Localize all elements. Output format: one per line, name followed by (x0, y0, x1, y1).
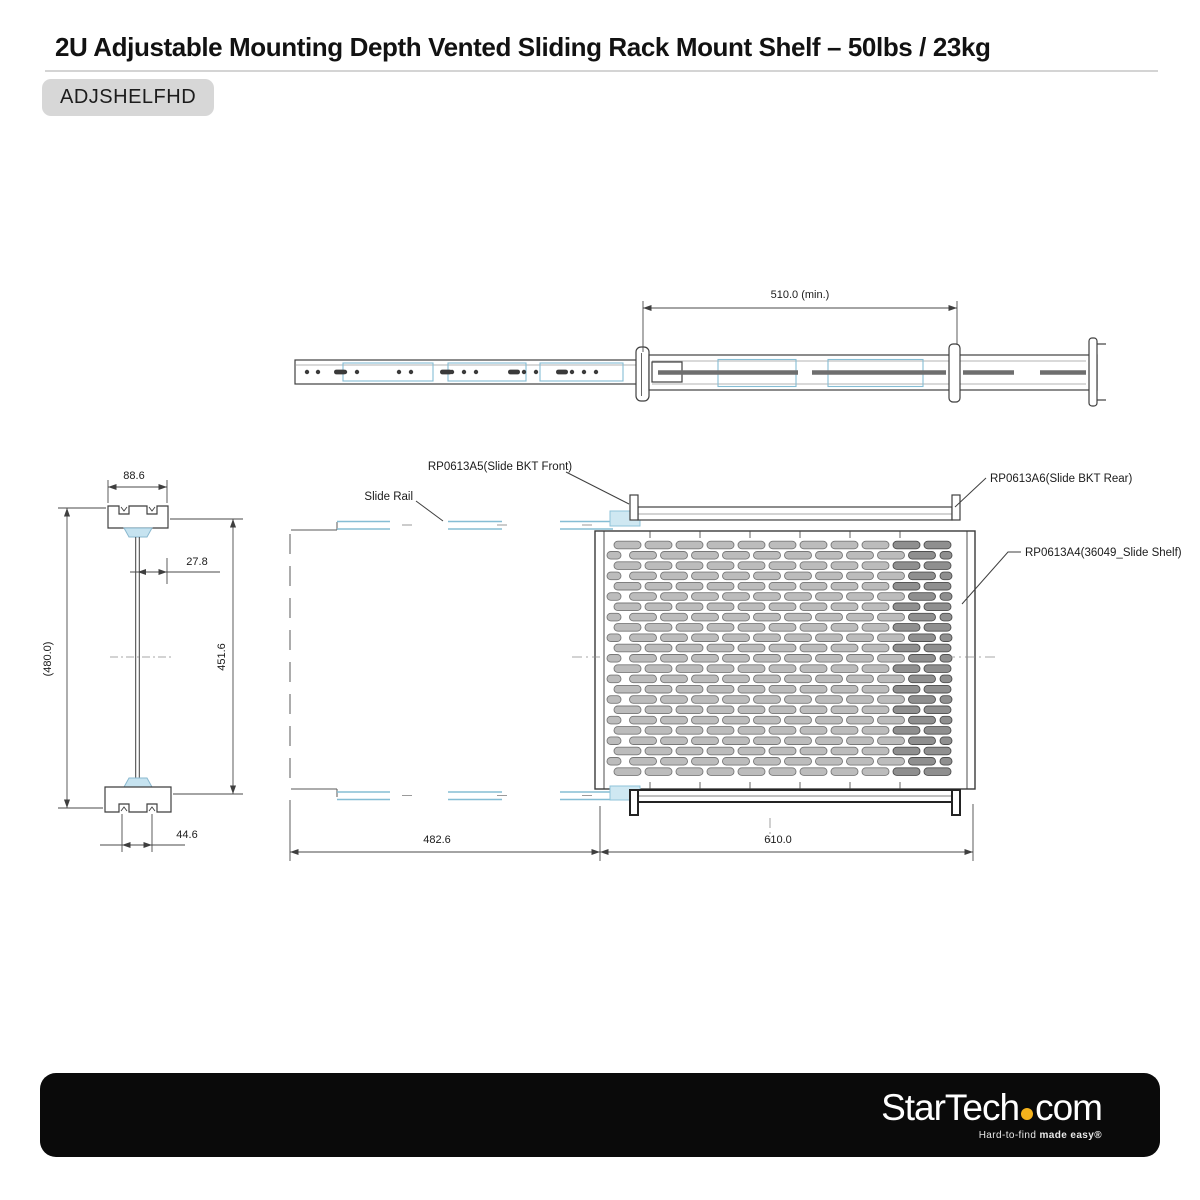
footer-bar (40, 1073, 1160, 1157)
label-slide-rail: Slide Rail (364, 491, 413, 503)
logo-text-prefix: StarTech (881, 1087, 1020, 1128)
dim-rail-length-text: 510.0 (min.) (770, 289, 830, 301)
dim-web-offset (130, 556, 220, 584)
dim-flange-width (108, 470, 167, 503)
bracket-front (610, 495, 960, 526)
label-bracket-rear: RP0613A6(Slide BKT Rear) (990, 473, 1133, 485)
label-shelf: RP0613A4(36049_Slide Shelf) (1025, 547, 1182, 559)
tagline-bold: made easy® (1039, 1130, 1102, 1141)
label-bracket-front: RP0613A5(Slide BKT Front) (427, 461, 573, 473)
cross-bottom-flange (105, 787, 171, 812)
dim-inner-depth-text: 451.6 (216, 643, 228, 671)
rail-front-bracket-flange (636, 347, 649, 401)
startech-logo (881, 1089, 1102, 1126)
logo-text-suffix: com (1035, 1087, 1102, 1128)
cross-top-flange (108, 506, 168, 528)
dim-overall-depth (42, 508, 106, 808)
plan-view-hidden-outline (290, 522, 337, 797)
dim-overall-depth-text: (480.0) (42, 641, 54, 677)
logo-dot-icon (1021, 1108, 1033, 1120)
dim-rail-travel-text: 482.6 (423, 834, 451, 846)
dim-web-offset-text: 27.8 (186, 556, 208, 568)
dim-foot-width-text: 44.6 (176, 829, 198, 841)
rail-rear-bracket-flange (949, 344, 960, 402)
dim-rail-length (643, 289, 957, 352)
dim-flange-width-text: 88.6 (123, 470, 145, 482)
sku-badge: ADJSHELFHD (42, 79, 214, 116)
plan-rails-blue (337, 522, 613, 800)
dim-shelf-width-text: 610.0 (764, 834, 792, 846)
footer-tagline (979, 1130, 1102, 1141)
tagline-normal: Hard-to-find (978, 1130, 1037, 1141)
cross-section-view (105, 506, 172, 812)
dim-foot-width (100, 814, 198, 852)
rail-end-flange (1089, 338, 1097, 406)
bracket-rear (610, 786, 960, 815)
page-title: 2U Adjustable Mounting Depth Vented Sliding Rack Mount Shelf – 50lbs / 23kg (55, 32, 991, 62)
plan-rail-dashes (402, 525, 592, 796)
